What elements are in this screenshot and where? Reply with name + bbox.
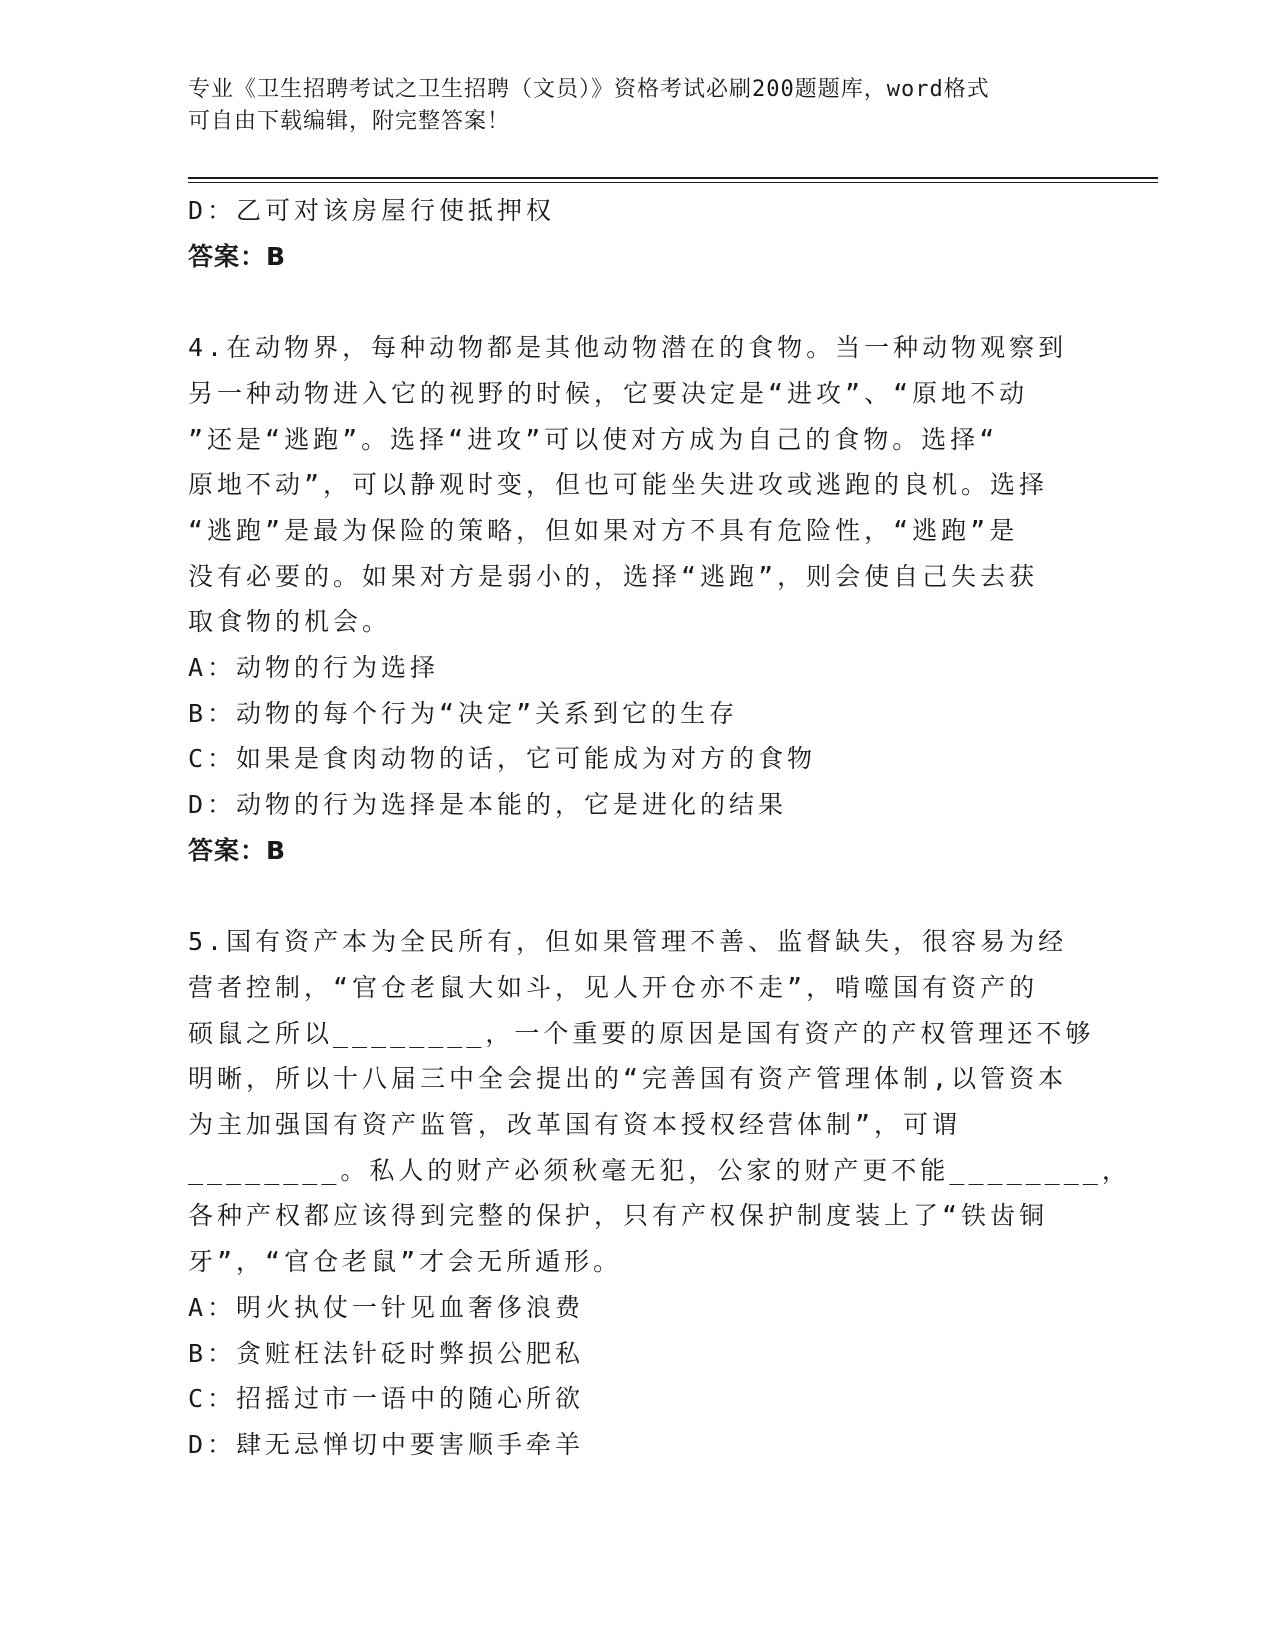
header-line-2: 可自由下载编辑，附完整答案！ (188, 109, 511, 134)
q5-option-c: C：招摇过市一语中的随心所欲 (188, 1384, 585, 1414)
q4-stem-line: 原地不动”，可以静观时变，但也可能坐失进攻或逃跑的良机。选择 (188, 470, 1049, 500)
q3-option-d: D：乙可对该房屋行使抵押权 (188, 196, 556, 225)
q4-stem-line: 4.在动物界，每种动物都是其他动物潜在的食物。当一种动物观察到 (188, 333, 1068, 363)
q5-stem-line: 为主加强国有资产监管，改革国有资本授权经营体制”，可谓 (188, 1110, 962, 1140)
document-body (188, 188, 1131, 1468)
q5-stem-line: 各种产权都应该得到完整的保护，只有产权保护制度装上了“铁齿铜 (188, 1201, 1049, 1231)
header-line-1: 专业《卫生招聘考试之卫生招聘（文员）》资格考试必刷200题题库，word格式 (188, 77, 990, 102)
header-divider-thin (188, 182, 1158, 183)
q4-answer: 答案：B (188, 835, 287, 865)
q4-option-c: C：如果是食肉动物的话，它可能成为对方的食物 (188, 744, 817, 774)
q5-stem-line: 牙”，“官仓老鼠”才会无所遁形。 (188, 1247, 623, 1277)
q5-stem-line: 明晰，所以十八届三中全会提出的“完善国有资产管理体制,以管资本 (188, 1064, 1068, 1094)
question-4 (188, 325, 1088, 873)
q4-stem-line: 另一种动物进入它的视野的时候，它要决定是“进攻”、“原地不动 (188, 378, 1029, 408)
q5-option-a: A：明火执仗一针见血奢侈浪费 (188, 1292, 585, 1322)
q4-stem-line: ”还是“逃跑”。选择“进攻”可以使对方成为自己的食物。选择“ (188, 424, 999, 454)
q5-option-d: D：肆无忌惮切中要害顺手牵羊 (188, 1429, 585, 1459)
q5-stem-line: 5.国有资产本为全民所有，但如果管理不善、监督缺失，很容易为经 (188, 927, 1068, 957)
question-5 (188, 919, 1131, 1467)
q5-stem-line: 硕鼠之所以________，一个重要的原因是国有资产的产权管理还不够 (188, 1018, 1095, 1048)
q3-answer: 答案：B (188, 241, 287, 271)
q4-option-a: A：动物的行为选择 (188, 653, 440, 683)
q5-stem-line: ________。私人的财产必须秋毫无犯，公家的财产更不能________， (188, 1155, 1131, 1185)
q5-stem-line: 营者控制，“官仓老鼠大如斗，见人开仓亦不走”，啃噬国有资产的 (188, 972, 1039, 1002)
q4-stem-line: “逃跑”是最为保险的策略，但如果对方不具有危险性，“逃跑”是 (188, 515, 1019, 545)
q4-stem-line: 没有必要的。如果对方是弱小的，选择“逃跑”，则会使自己失去获 (188, 561, 1039, 591)
q5-option-b: B：贪赃枉法针砭时弊损公肥私 (188, 1338, 585, 1368)
header-divider-thick (188, 177, 1158, 179)
q4-stem-line: 取食物的机会。 (188, 607, 392, 637)
spacer (188, 874, 1088, 920)
q4-option-b: B：动物的每个行为“决定”关系到它的生存 (188, 698, 739, 728)
q4-option-d: D：动物的行为选择是本能的，它是进化的结果 (188, 790, 788, 820)
document-header (188, 74, 1068, 138)
spacer (188, 279, 1088, 325)
